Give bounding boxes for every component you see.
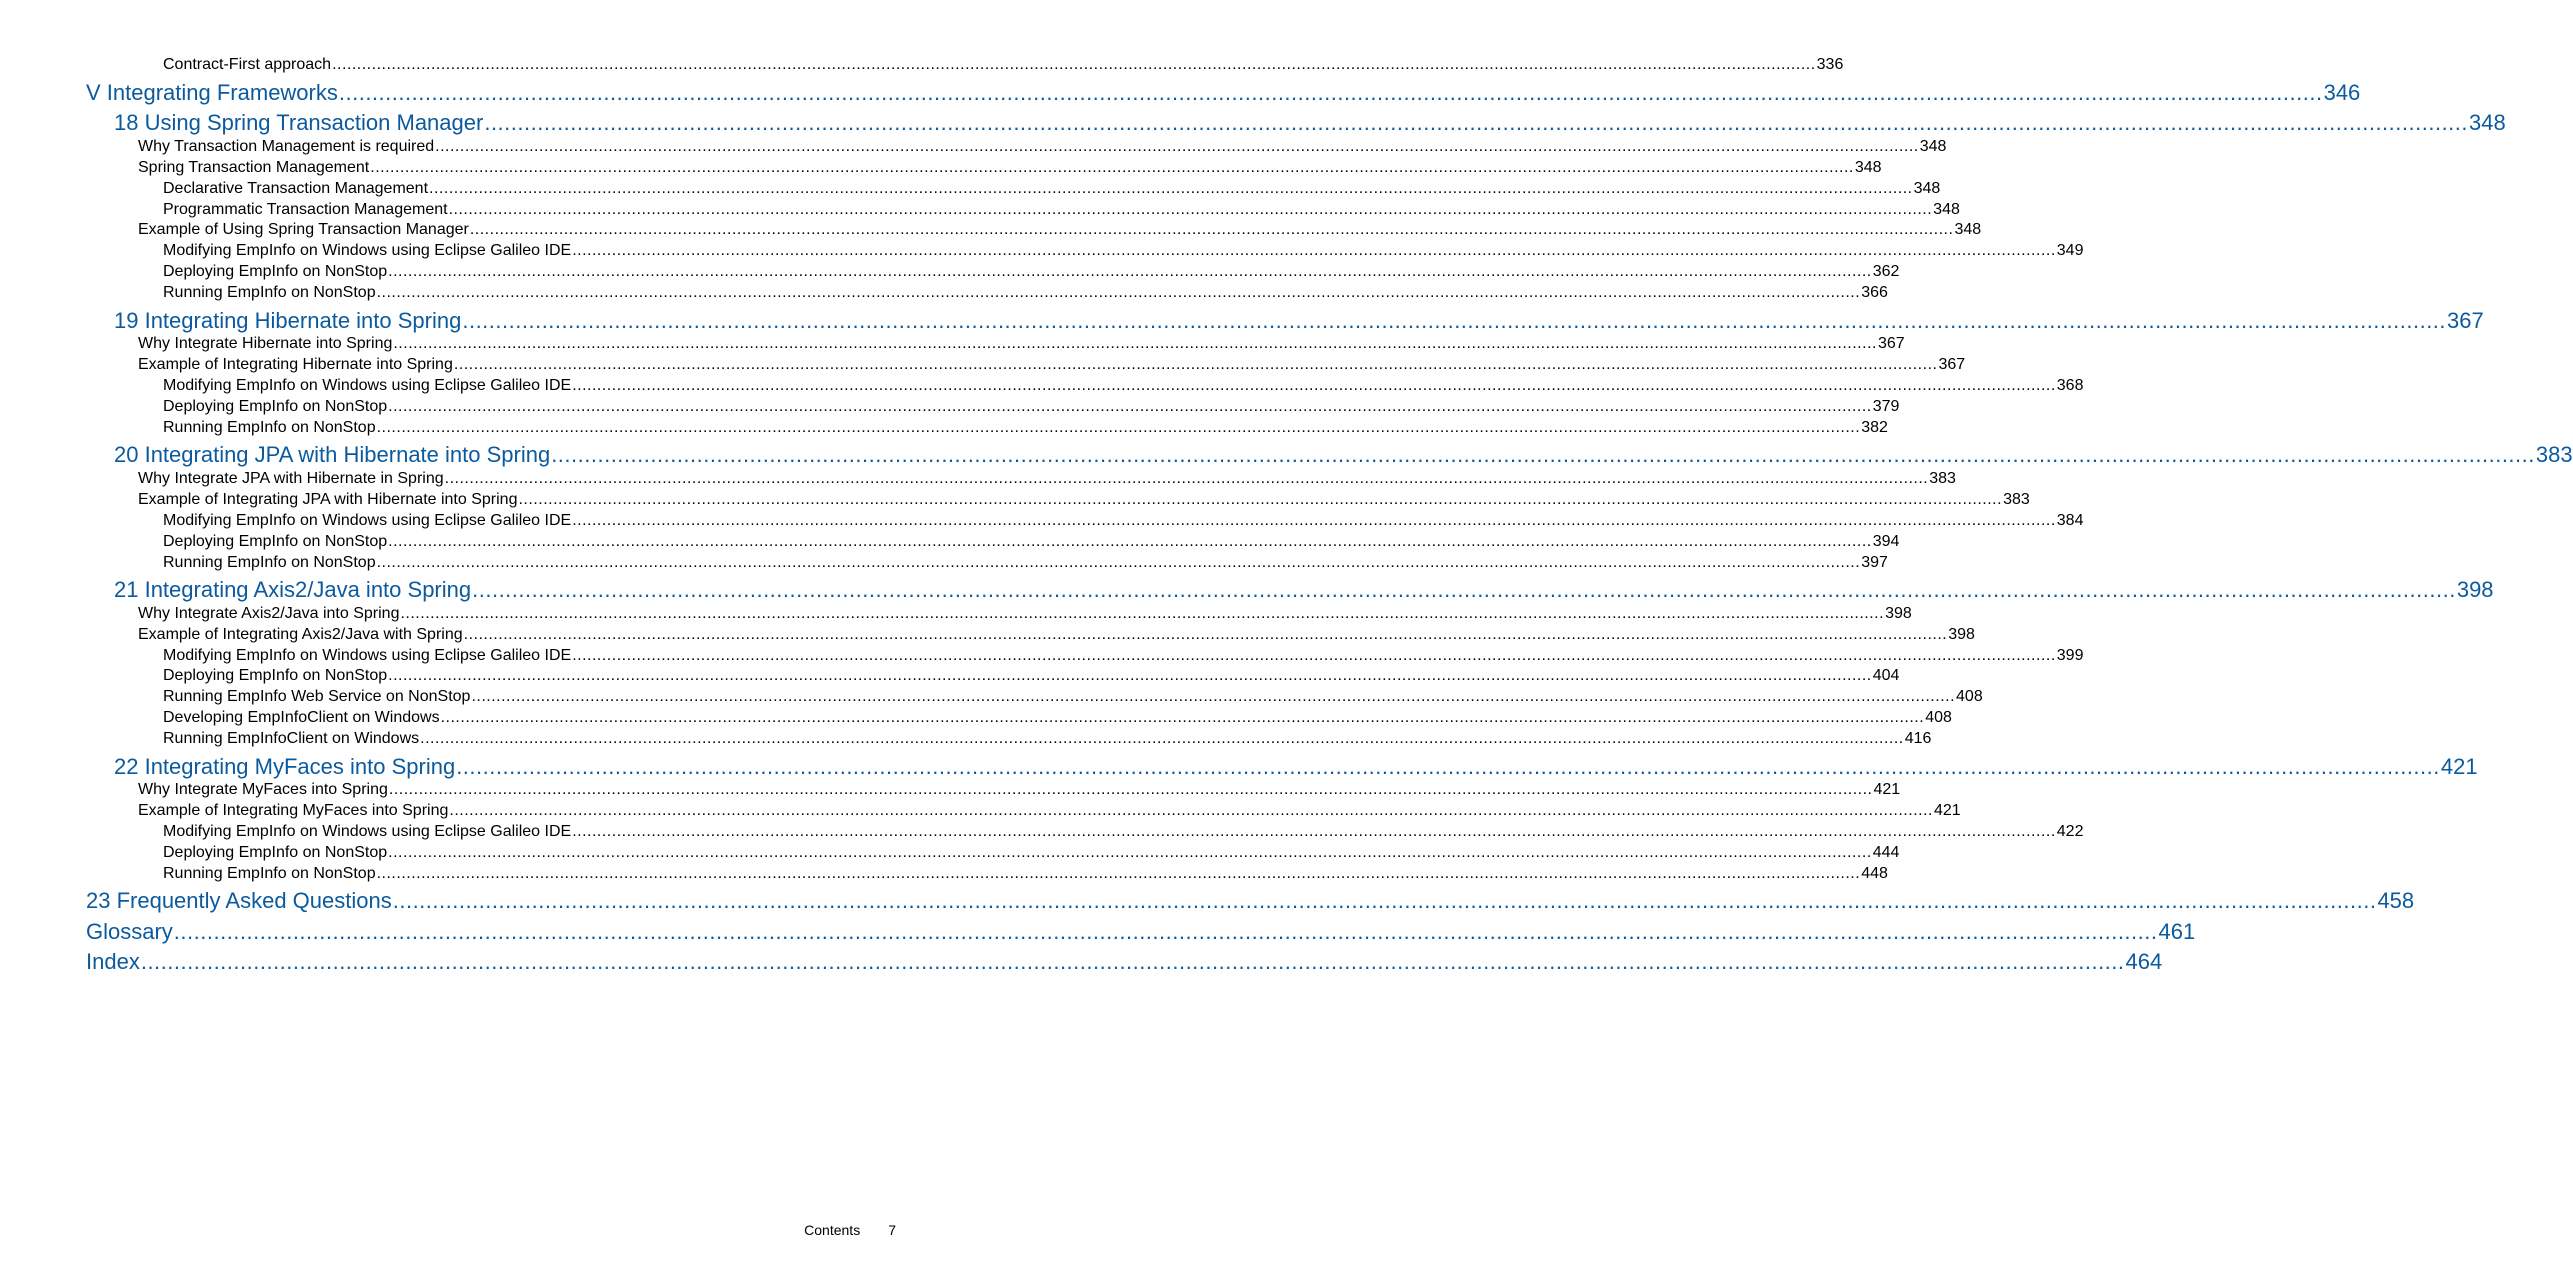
toc-entry-title: Running EmpInfo on NonStop: [163, 554, 376, 571]
toc-entry-title: Deploying EmpInfo on NonStop: [163, 398, 388, 415]
dot-leader: ............................................................................................................................................................................................................................................................................................................: [444, 470, 1929, 487]
dot-leader: ............................................................................................................................................................................................................................................................................................................: [472, 577, 2456, 602]
toc-heading-entry[interactable]: [114, 577, 2494, 603]
toc-entry-page: 346: [2323, 80, 2361, 105]
toc-heading-entry[interactable]: [114, 308, 2484, 334]
toc-entry-page: 404: [1872, 667, 1900, 684]
toc-entry-title: Deploying EmpInfo on NonStop: [163, 533, 388, 550]
toc-entry-page: 422: [2056, 823, 2084, 840]
toc-heading-entry[interactable]: [86, 888, 2415, 914]
dot-leader: ............................................................................................................................................................................................................................................................................................................: [471, 688, 1956, 705]
dot-leader: ............................................................................................................................................................................................................................................................................................................: [376, 865, 1861, 882]
toc-entry[interactable]: [138, 159, 1882, 177]
toc-entry-page: 398: [1948, 626, 1975, 643]
toc-entry-page: 366: [1861, 284, 1888, 301]
dot-leader: ............................................................................................................................................................................................................................................................................................................: [449, 802, 1933, 819]
toc-entry-title: Why Integrate MyFaces into Spring: [138, 781, 388, 798]
toc-entry-page: 448: [1861, 865, 1888, 882]
toc-entry-page: 348: [1854, 159, 1882, 176]
toc-entry[interactable]: [163, 284, 1888, 302]
toc-entry-page: 464: [2125, 949, 2163, 974]
toc-entry-title: Running EmpInfo on NonStop: [163, 865, 376, 882]
toc-entry-title: 19 Integrating Hibernate into Spring: [114, 308, 462, 333]
dot-leader: ............................................................................................................................................................................................................................................................................................................: [140, 949, 2125, 974]
dot-leader: ............................................................................................................................................................................................................................................................................................................: [376, 419, 1861, 436]
toc-entry[interactable]: [163, 667, 1900, 685]
toc-entry-title: 18 Using Spring Transaction Manager: [114, 110, 484, 135]
toc-entry-page: 379: [1872, 398, 1900, 415]
dot-leader: ............................................................................................................................................................................................................................................................................................................: [469, 221, 1954, 238]
toc-entry-page: 458: [2377, 888, 2415, 913]
dot-leader: ............................................................................................................................................................................................................................................................................................................: [572, 823, 2056, 840]
toc-heading-entry[interactable]: [86, 919, 2196, 945]
toc-entry[interactable]: [163, 823, 2084, 841]
toc-entry-title: Why Transaction Management is required: [138, 138, 435, 155]
toc-entry-title: Why Integrate Hibernate into Spring: [138, 335, 393, 352]
toc-entry-title: 21 Integrating Axis2/Java into Spring: [114, 577, 472, 602]
toc-heading-entry[interactable]: [114, 442, 2573, 468]
dot-leader: ............................................................................................................................................................................................................................................................................................................: [572, 647, 2056, 664]
dot-leader: ............................................................................................................................................................................................................................................................................................................: [429, 180, 1913, 197]
dot-leader: ............................................................................................................................................................................................................................................................................................................: [572, 377, 2056, 394]
dot-leader: ............................................................................................................................................................................................................................................................................................................: [484, 110, 2469, 135]
toc-entry[interactable]: [138, 356, 1966, 374]
toc-entry[interactable]: [163, 242, 2084, 260]
toc-heading-entry[interactable]: [86, 949, 2163, 975]
toc-entry-title: Modifying EmpInfo on Windows using Eclipse Galileo IDE: [163, 377, 572, 394]
dot-leader: ............................................................................................................................................................................................................................................................................................................: [440, 709, 1925, 726]
dot-leader: ............................................................................................................................................................................................................................................................................................................: [400, 605, 1885, 622]
toc-entry-title: 22 Integrating MyFaces into Spring: [114, 754, 456, 779]
dot-leader: ............................................................................................................................................................................................................................................................................................................: [338, 80, 2323, 105]
toc-entry[interactable]: [163, 865, 1888, 883]
dot-leader: ............................................................................................................................................................................................................................................................................................................: [462, 308, 2447, 333]
toc-entry-title: Why Integrate JPA with Hibernate in Spring: [138, 470, 444, 487]
dot-leader: ............................................................................................................................................................................................................................................................................................................: [388, 533, 1872, 550]
toc-entry[interactable]: [138, 626, 1975, 644]
toc-entry-title: V Integrating Frameworks: [86, 80, 338, 105]
toc-entry-page: 349: [2056, 242, 2084, 259]
toc-entry-page: 398: [1885, 605, 1912, 622]
toc-entry[interactable]: [138, 781, 1901, 799]
toc-entry[interactable]: [163, 647, 2084, 665]
toc-entry-page: 348: [1919, 138, 1947, 155]
toc-entry-page: 368: [2056, 377, 2084, 394]
dot-leader: ............................................................................................................................................................................................................................................................................................................: [388, 398, 1872, 415]
dot-leader: ............................................................................................................................................................................................................................................................................................................: [456, 754, 2440, 779]
toc-entry[interactable]: [163, 398, 1900, 416]
dot-leader: ............................................................................................................................................................................................................................................................................................................: [173, 919, 2158, 944]
toc-entry[interactable]: [163, 688, 1983, 706]
toc-entry-title: Glossary: [86, 919, 173, 944]
toc-entry-title: Developing EmpInfoClient on Windows: [163, 709, 440, 726]
toc-entry-title: Running EmpInfo Web Service on NonStop: [163, 688, 471, 705]
toc-entry-title: Running EmpInfo on NonStop: [163, 419, 376, 436]
toc-entry-title: 20 Integrating JPA with Hibernate into Spring: [114, 442, 551, 467]
dot-leader: ............................................................................................................................................................................................................................................................................................................: [370, 159, 1854, 176]
toc-heading-entry[interactable]: [86, 80, 2361, 106]
toc-entry[interactable]: [163, 554, 1888, 572]
dot-leader: ............................................................................................................................................................................................................................................................................................................: [388, 781, 1873, 798]
toc-entry-page: 382: [1861, 419, 1888, 436]
toc-entry-title: Running EmpInfo on NonStop: [163, 284, 376, 301]
toc-entry-title: Example of Using Spring Transaction Manager: [138, 221, 469, 238]
toc-entry[interactable]: [138, 470, 1956, 488]
toc-entry-title: Modifying EmpInfo on Windows using Eclipse Galileo IDE: [163, 512, 572, 529]
toc-entry-title: Example of Integrating Hibernate into Spring: [138, 356, 453, 373]
toc-entry-page: 408: [1925, 709, 1952, 726]
toc-entry-title: Deploying EmpInfo on NonStop: [163, 263, 388, 280]
toc-entry-title: Why Integrate Axis2/Java into Spring: [138, 605, 400, 622]
toc-entry-page: 461: [2158, 919, 2196, 944]
toc-entry[interactable]: [138, 138, 1947, 156]
toc-entry-page: 348: [1913, 180, 1941, 197]
toc-entry-page: 383: [2535, 442, 2573, 467]
toc-entry[interactable]: [163, 377, 2084, 395]
dot-leader: ............................................................................................................................................................................................................................................................................................................: [388, 844, 1872, 861]
dot-leader: ............................................................................................................................................................................................................................................................................................................: [551, 442, 2535, 467]
dot-leader: ............................................................................................................................................................................................................................................................................................................: [463, 626, 1948, 643]
toc-entry[interactable]: [163, 844, 1900, 862]
toc-entry-title: 23 Frequently Asked Questions: [86, 888, 392, 913]
toc-entry[interactable]: [138, 221, 1982, 239]
dot-leader: ............................................................................................................................................................................................................................................................................................................: [393, 335, 1877, 352]
toc-entry-page: 367: [2447, 308, 2484, 333]
toc-entry-page: 336: [1816, 56, 1844, 73]
dot-leader: ............................................................................................................................................................................................................................................................................................................: [448, 201, 1933, 218]
toc-entry[interactable]: [163, 533, 1900, 551]
dot-leader: ............................................................................................................................................................................................................................................................................................................: [453, 356, 1938, 373]
dot-leader: ............................................................................................................................................................................................................................................................................................................: [420, 730, 1904, 747]
toc-entry[interactable]: [138, 802, 1961, 820]
toc-entry-title: Example of Integrating JPA with Hibernate into Spring: [138, 491, 518, 508]
toc-entry-page: 397: [1861, 554, 1888, 571]
dot-leader: ............................................................................................................................................................................................................................................................................................................: [388, 263, 1872, 280]
toc-entry[interactable]: [163, 730, 1932, 748]
dot-leader: ............................................................................................................................................................................................................................................................................................................: [572, 242, 2056, 259]
toc-entry-page: 348: [2469, 110, 2506, 135]
dot-leader: ............................................................................................................................................................................................................................................................................................................: [435, 138, 1919, 155]
toc-entry[interactable]: [138, 335, 1905, 353]
dot-leader: ............................................................................................................................................................................................................................................................................................................: [518, 491, 2003, 508]
dot-leader: ............................................................................................................................................................................................................................................................................................................: [376, 284, 1861, 301]
toc-entry-page: 367: [1877, 335, 1905, 352]
dot-leader: ............................................................................................................................................................................................................................................................................................................: [392, 888, 2377, 913]
footer-page-number: 7: [888, 1222, 896, 1238]
toc-entry-page: 384: [2056, 512, 2084, 529]
dot-leader: ............................................................................................................................................................................................................................................................................................................: [332, 56, 1816, 73]
toc-heading-entry[interactable]: [114, 110, 2506, 136]
toc-entry-page: 421: [1933, 802, 1961, 819]
footer-label: Contents: [804, 1222, 861, 1238]
toc-entry-title: Programmatic Transaction Management: [163, 201, 448, 218]
toc-entry-title: Deploying EmpInfo on NonStop: [163, 667, 388, 684]
toc-entry[interactable]: [138, 491, 2030, 509]
toc-entry-title: Example of Integrating MyFaces into Spring: [138, 802, 449, 819]
toc-entry-title: Spring Transaction Management: [138, 159, 370, 176]
toc-entry[interactable]: [163, 512, 2084, 530]
toc-entry-page: 416: [1904, 730, 1932, 747]
toc-entry-title: Modifying EmpInfo on Windows using Eclipse Galileo IDE: [163, 242, 572, 259]
toc-entry[interactable]: [163, 56, 1844, 74]
toc-entry-page: 348: [1933, 201, 1960, 218]
toc-entry-page: 367: [1938, 356, 1966, 373]
toc-entry[interactable]: [163, 180, 1941, 198]
toc-entry[interactable]: [163, 201, 1960, 219]
toc-entry-title: Deploying EmpInfo on NonStop: [163, 844, 388, 861]
toc-entry-page: 399: [2056, 647, 2084, 664]
page-footer: [804, 1222, 896, 1238]
dot-leader: ............................................................................................................................................................................................................................................................................................................: [376, 554, 1861, 571]
toc-entry-page: 394: [1872, 533, 1900, 550]
toc-entry-title: Index: [86, 949, 140, 974]
toc-entry[interactable]: [163, 709, 1952, 727]
toc-entry-page: 444: [1872, 844, 1900, 861]
toc-entry[interactable]: [163, 419, 1888, 437]
toc-entry[interactable]: [138, 605, 1912, 623]
toc-entry-page: 421: [2440, 754, 2478, 779]
toc-heading-entry[interactable]: [114, 754, 2478, 780]
toc-entry[interactable]: [163, 263, 1900, 281]
toc-entry-title: Declarative Transaction Management: [163, 180, 429, 197]
toc-entry-page: 421: [1873, 781, 1901, 798]
dot-leader: ............................................................................................................................................................................................................................................................................................................: [572, 512, 2056, 529]
toc-entry-page: 348: [1954, 221, 1982, 238]
toc-entry-page: 383: [1929, 470, 1956, 487]
toc-entry-page: 362: [1872, 263, 1900, 280]
toc-entry-title: Running EmpInfoClient on Windows: [163, 730, 420, 747]
dot-leader: ............................................................................................................................................................................................................................................................................................................: [388, 667, 1872, 684]
toc-entry-title: Modifying EmpInfo on Windows using Eclipse Galileo IDE: [163, 823, 572, 840]
toc-entry-title: Contract-First approach: [163, 56, 332, 73]
toc-entry-title: Modifying EmpInfo on Windows using Eclipse Galileo IDE: [163, 647, 572, 664]
toc-entry-page: 398: [2456, 577, 2494, 602]
toc-entry-page: 383: [2003, 491, 2030, 508]
toc-entry-title: Example of Integrating Axis2/Java with Spring: [138, 626, 463, 643]
toc-entry-page: 408: [1956, 688, 1983, 705]
